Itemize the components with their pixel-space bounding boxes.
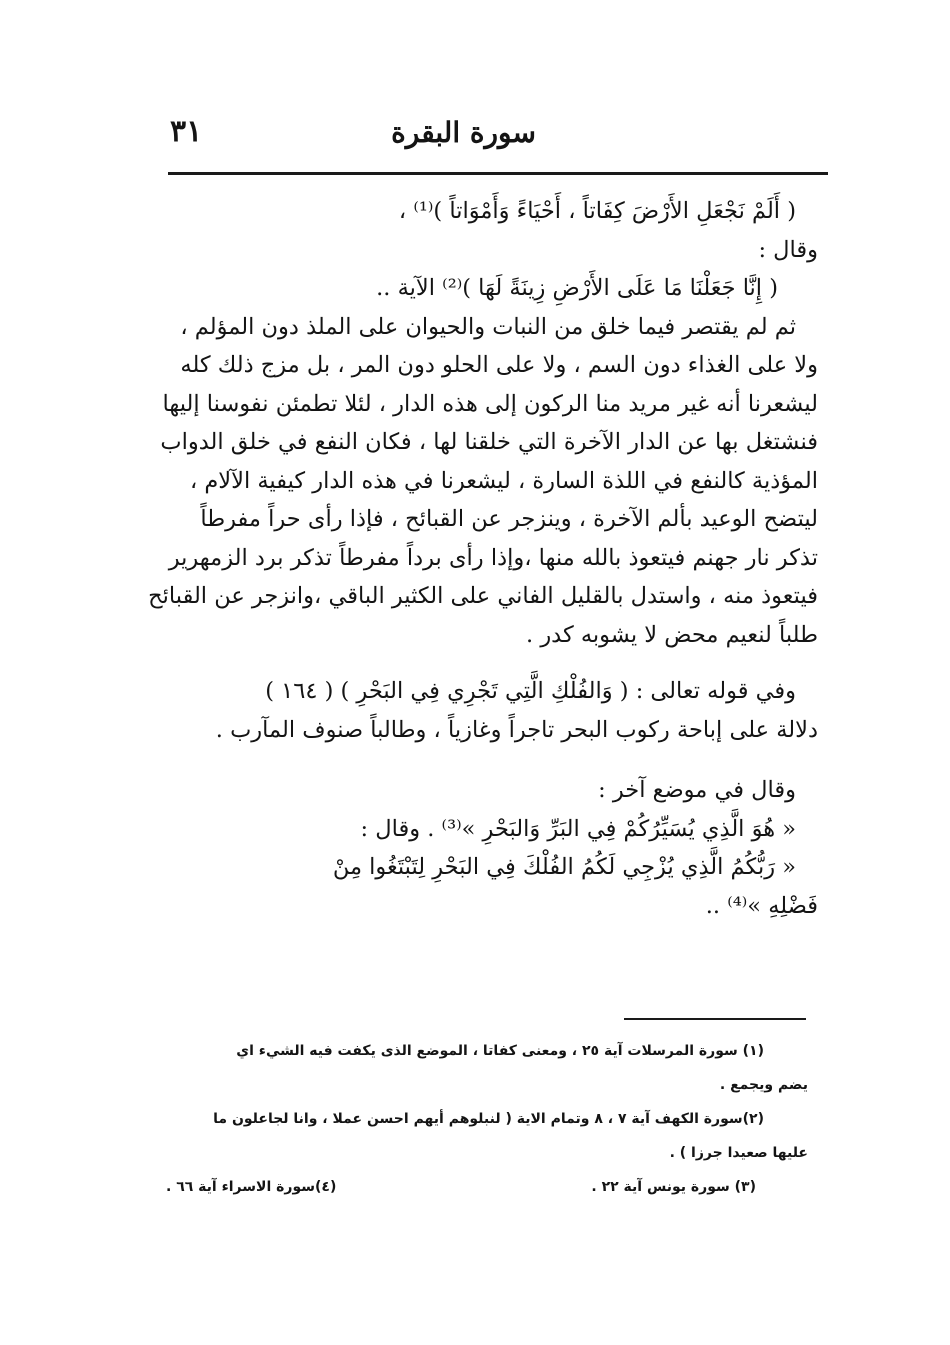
footnotes xyxy=(140,1034,808,1204)
sura-title: سورة البقرة xyxy=(391,116,536,149)
paragraph-line: المؤذية كالنفع في اللذة السارة ، ليشعرنا في هذه الدار كيفية الآلام ، xyxy=(189,467,818,494)
footnote-1-continuation: يضم ويجمع . xyxy=(719,1077,808,1093)
paragraph-line: فنشتغل بها عن الدار الآخرة التي خلقنا لها ، فكان النفع في خلق الدواب xyxy=(160,429,818,455)
quran-verse-line: « هُوَ الَّذِي يُسَيِّرُكُمْ فِي البَرِّ وَالبَحْرِ »⁽³⁾ . وقال : xyxy=(360,815,796,842)
page-header xyxy=(168,108,828,168)
quran-verse-line: فَضْلِهِ »⁽⁴⁾ .. xyxy=(705,892,818,919)
page-number: ٣١ xyxy=(170,114,203,149)
footnote-divider xyxy=(624,1018,806,1020)
header-divider xyxy=(168,172,828,175)
paragraph-line: ثم لم يقتصر فيما خلق من النبات والحيوان على الملذ دون المؤلم ، xyxy=(180,313,796,340)
paragraph-line: ليتضح الوعيد بألم الآخرة ، وينزجر عن القبائح ، فإذا رأى حراً مفرطاً xyxy=(200,506,818,532)
quran-verse-line: ( إِنَّا جَعَلْنَا مَا عَلَى الأَرْضِ زِينَةً لَهَا )⁽²⁾ الآية .. xyxy=(376,275,778,301)
text-line: وقال : xyxy=(758,236,818,263)
paragraph-line: تذكر نار جهنم فيتعوذ بالله منها ،وإذا رأى برداً مفرطاً تذكر برد الزمهرير xyxy=(168,544,818,571)
footnote-2: (٢)سورة الكهف آية ٧ ، ٨ وتمام الاية ( لنبلوهم أيهم احسن عملا ، وانا لجاعلون ما xyxy=(213,1111,764,1127)
quran-verse-line: « رَبُّكُمُ الَّذِي يُزْجِي لَكُمُ الفُلْكَ فِي البَحْرِ لِتَبْتَغُوا مِنْ xyxy=(332,854,796,880)
paragraph-line: دلالة على إباحة ركوب البحر تاجراً وغازياً ، وطالباً صنوف المآرب . xyxy=(215,716,818,743)
paragraph-line: ولا على الغذاء دون السم ، ولا على الحلو دون المر ، بل مزج ذلك كله xyxy=(180,352,818,378)
footnote-3: (٣) سورة يونس آية ٢٢ . xyxy=(591,1179,756,1195)
paragraph-line: فيتعوذ منه ، واستدل بالقليل الفاني على الكثير الباقي ،وانزجر عن القبائح xyxy=(148,583,818,609)
paragraph-line: وفي قوله تعالى : ( وَالفُلْكِ الَّتِي تَجْرِي فِي البَحْرِ ) ( ١٦٤ ) xyxy=(265,678,796,704)
footnote-4: (٤)سورة الاسراء آية ٦٦ . xyxy=(166,1179,337,1195)
quran-verse-line: ( أَلَمْ نَجْعَلِ الأَرْضَ كِفَاتاً ، أَحْيَاءً وَأَمْوَاتاً )⁽¹⁾ ، xyxy=(398,198,796,224)
main-text xyxy=(148,192,818,925)
paragraph-line: ليشعرنا أنه غير مريد منا الركون إلى هذه الدار ، لئلا تطمئن نفوسنا إليها xyxy=(162,390,818,417)
paragraph-line: وقال في موضع آخر : xyxy=(598,777,796,803)
footnote-pair xyxy=(166,1170,808,1204)
footnote-2-continuation: عليها صعيدا جرزا ) . xyxy=(669,1145,808,1161)
footnote-1: (١) سورة المرسلات آية ٢٥ ، ومعنى كفاتا ، الموضع الذى يكفت فيه الشيء اي xyxy=(236,1043,764,1059)
paragraph-line: طلباً لنعيم محض لا يشوبه كدر . xyxy=(526,621,818,648)
